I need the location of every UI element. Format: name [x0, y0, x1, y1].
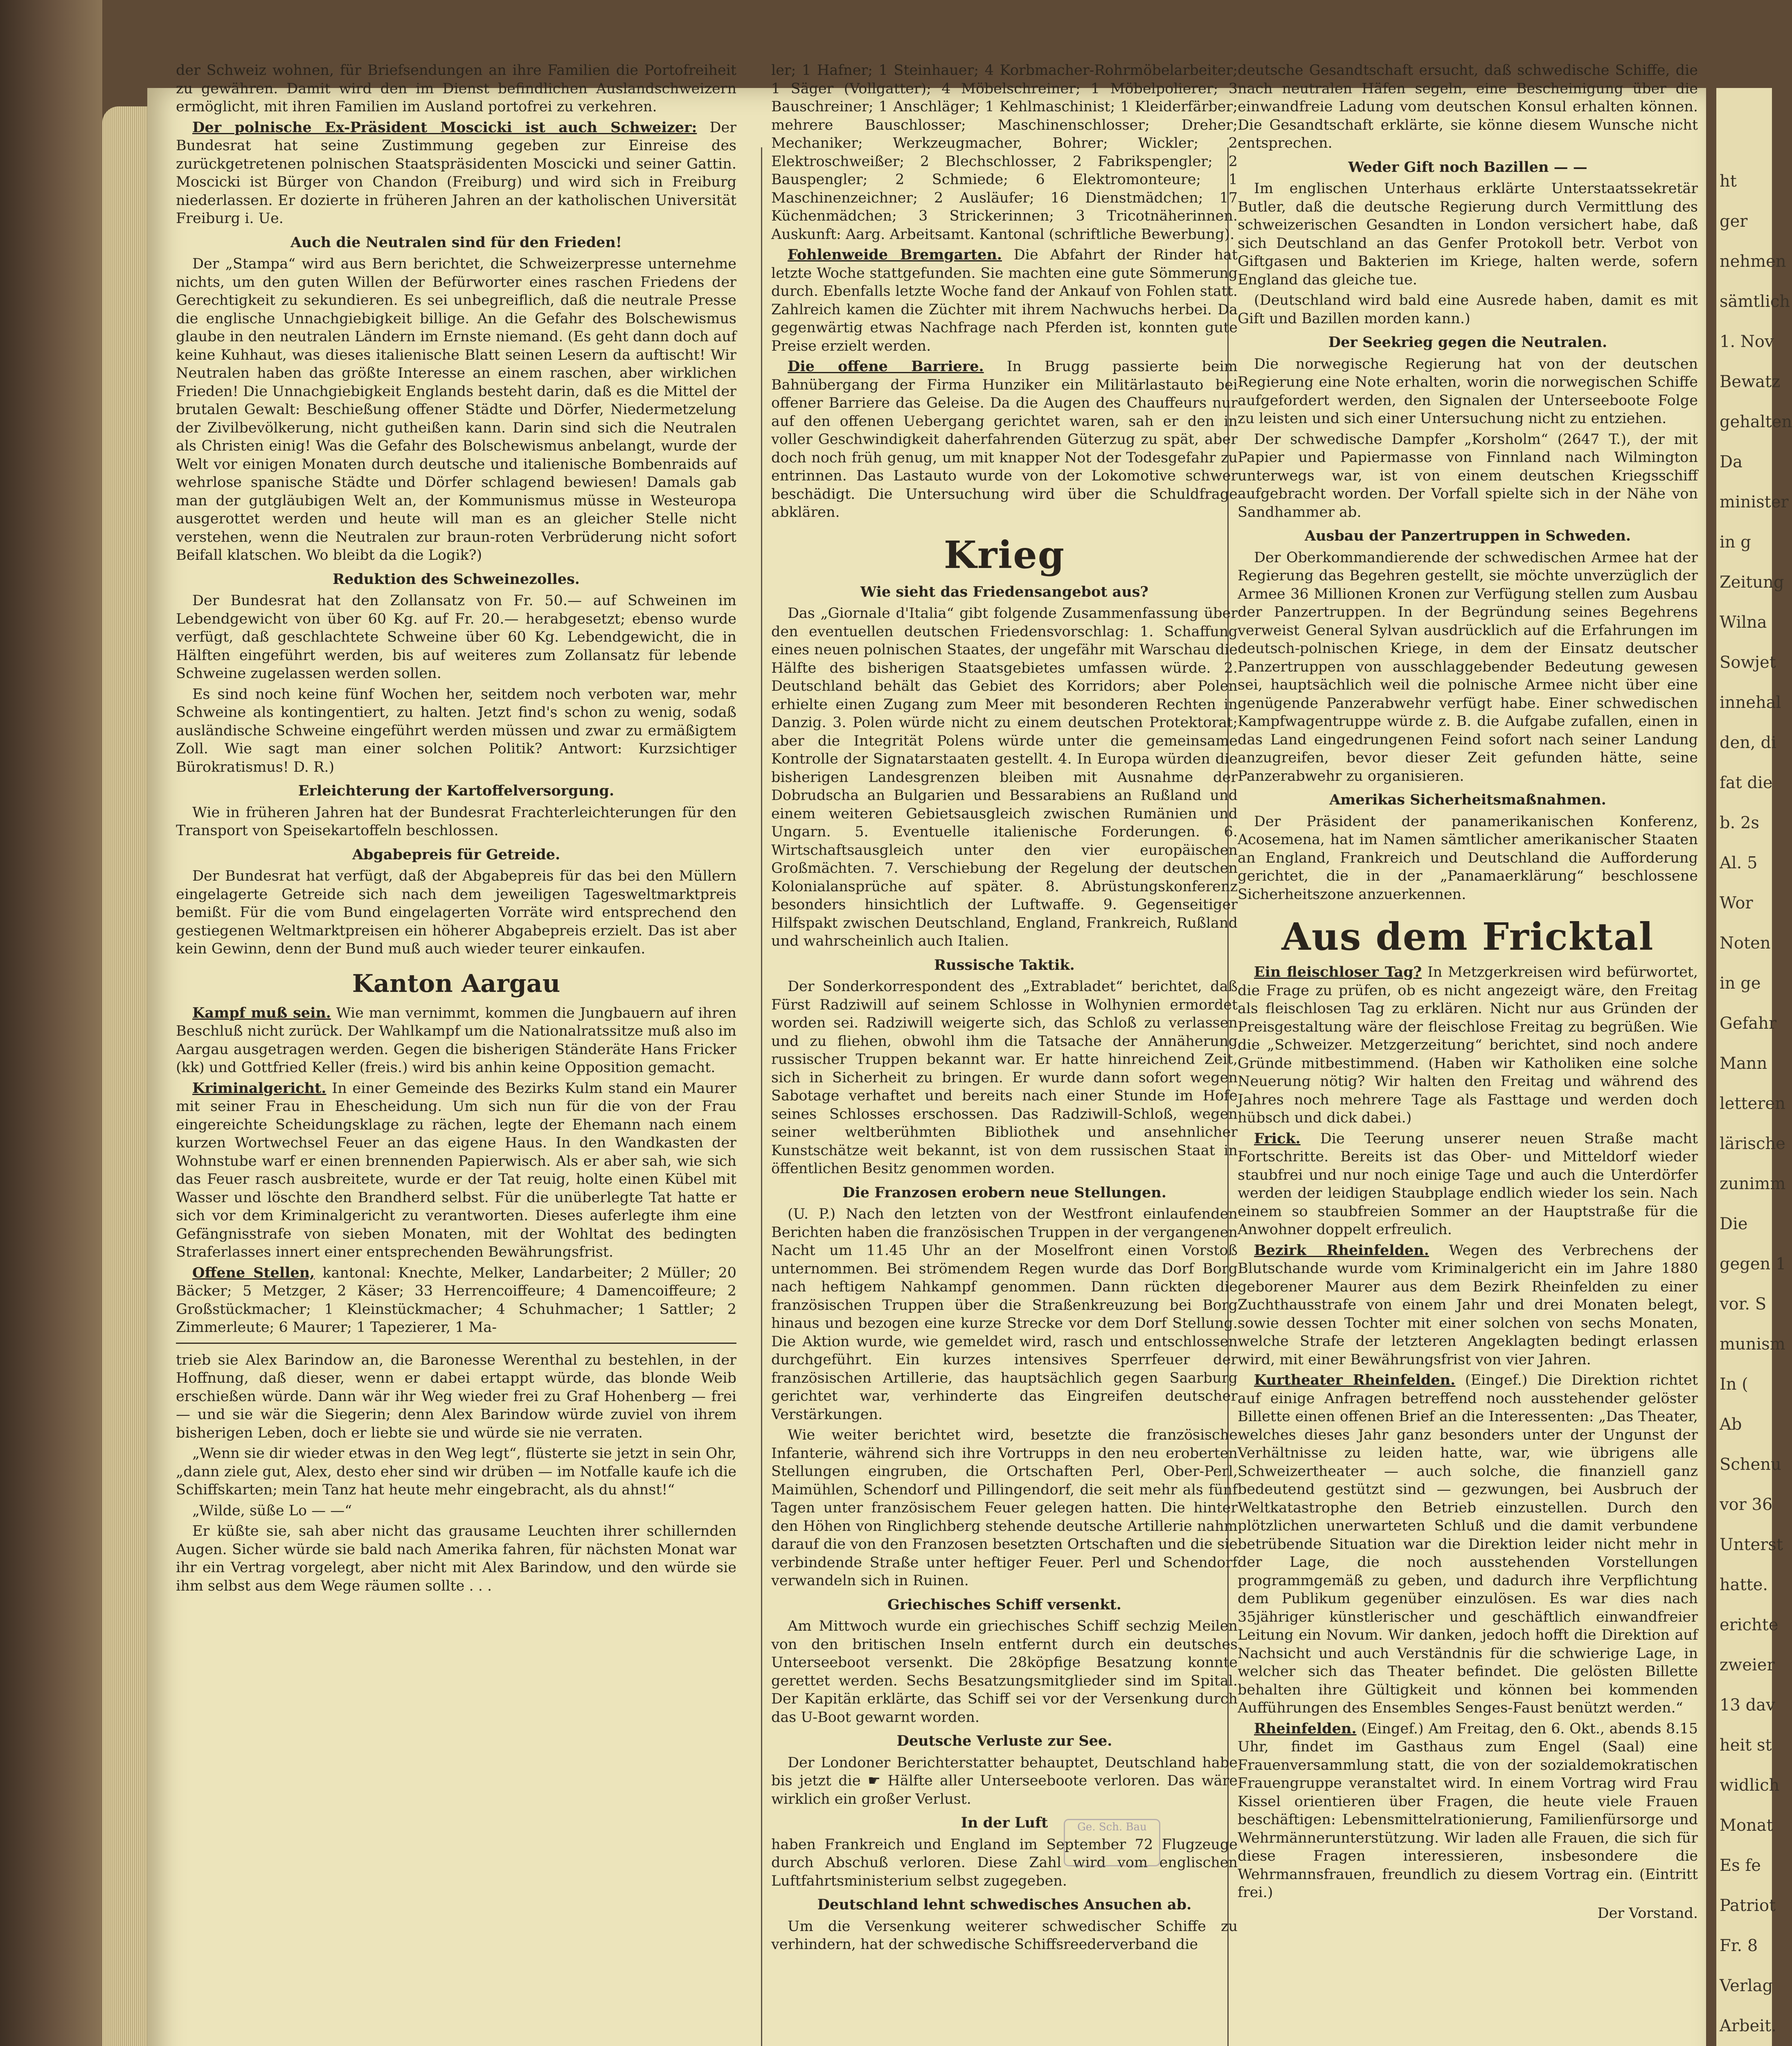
page-stack	[102, 106, 151, 2046]
next-page-fragment: den, di	[1720, 733, 1776, 752]
article-paragraph: Im englischen Unterhaus erklärte Unterstaatssekretär Butler, daß die deutsche Regierung durch Vermittlung des schweizerischen Gesandten in London versichert habe, daß sich Deutschland an das Genfer Protokoll betr. Verbot von Giftgasen und Bakterien im Kriege, halten werde, sofern England das gleiche tue.	[1238, 180, 1698, 288]
next-page-fragment: gegen 1	[1720, 1255, 1786, 1273]
article-paragraph	[176, 1264, 736, 1337]
book-binding-edge	[0, 0, 102, 2046]
article-text: Wie man vernimmt, kommen die Jungbauern auf ihren Beschluß nicht zurück. Der Wahlkampf um die Nationalratssitze muß also im Aargau ausgetragen werden. Gegen die bisherigen Ständeräte Hans Fricker (kk) und Gottfried Keller (freis.) wird bis anhin keine Opposition gemacht.	[176, 1005, 736, 1076]
next-page-fragment: Sowjet	[1720, 653, 1776, 672]
next-page-fragment: Patriot	[1720, 1896, 1776, 1915]
next-page-fragment: Da	[1720, 453, 1742, 471]
article-heading: Abgabepreis für Getreide.	[352, 846, 561, 863]
article-paragraph	[176, 1004, 736, 1077]
next-page-fragment: Bewatz	[1720, 372, 1781, 391]
next-page-edge	[1716, 88, 1792, 2046]
next-page-fragment: heit st	[1720, 1736, 1772, 1755]
next-page-fragment: Fr. 8	[1720, 1936, 1758, 1955]
article-keyword: Offene Stellen,	[192, 1264, 315, 1281]
article-paragraph: Das „Giornale d'Italia“ gibt folgende Zusammenfassung über den eventuellen deutschen Friedensvorschlag: 1. Schaffung eines neuen polnischen Staates, der ungefähr mit Warschau die Hälfte des bisherigen Staatsgebietes umfassen würde. 2. Deutschland behält das Gebiet des Korridors; aber Polen erhielte einen Zugang zum Meer mit besonderen Rechten in Danzig. 3. Polen würde nicht zu einem deutschen Protektorat; aber die Integrität Polens würde unter die gemeinsame Kontrolle der Signatarstaaten gestellt. 4. In Europa würden die bisherigen Landesgrenzen bleiben mit Ausnahme der Dobrudscha an Bulgarien und Bessarabiens an Rußland und einem weiteren Gebietsausgleich zwischen Rumänien und Ungarn. 5. Eventuelle italienische Forderungen. 6. Wirtschaftsausgleich unter den vier europäischen Großmächten. 7. Verschiebung der Regelung der deutschen Kolonialansprüche auf später. 8. Abrüstungskonferenz besonders hinsichtlich der Luftwaffe. 9. Gegenseitiger Hilfspakt zwischen Deutschland, England, Frankreich, Rußland und wahrscheinlich auch Italien.	[771, 605, 1238, 949]
next-page-fragment: vor 36	[1720, 1495, 1773, 1514]
article-heading: Auch die Neutralen sind für den Frieden!	[290, 234, 622, 251]
next-page-fragment: In (	[1720, 1375, 1748, 1394]
next-page-fragment: fat die	[1720, 773, 1773, 792]
next-page-fragment: in g	[1720, 533, 1751, 552]
article-paragraph	[176, 1079, 736, 1262]
article-paragraph: (Deutschland wird bald eine Ausrede haben, damit es mit Gift und Bazillen morden kann.)	[1238, 292, 1698, 327]
article-heading: Reduktion des Schweinezolles.	[332, 570, 580, 588]
article-text: (Eingef.) Am Freitag, den 6. Okt., abends 8.15 Uhr, findet im Gasthaus zum Engel (Saal) eine Frauenversammlung statt, die von der sozialdemokratischen Frauengruppe veranstaltet wird. In einem Vortrag wird Frau Kissel orientieren über Fragen, die heute viele Frauen beschäftigen: Lebensmittelrationierung, Familienfürsorge und Wehrmännerunterstützung. Wir laden alle Frauen, die sich für diese Fragen interessieren, insbesondere die Wehrmannsfrauen, freundlich zu diesem Vortrag ein. (Eintritt frei.)	[1238, 1720, 1698, 1901]
article-heading: Deutschland lehnt schwedisches Ansuchen ab.	[817, 1896, 1192, 1913]
article-paragraph: Wie weiter berichtet wird, besetzte die französische Infanterie, während sich ihre Vortrupps in den neu eroberten Stellungen eingruben, die Ortschaften Perl, Ober-Perl, Maimühlen, Schendorf und Pillingendorf, die seit mehr als fünf Tagen unter französischem Feuer gelegen hatten. Die hinter den Höhen von Ringlichberg stehende deutsche Artillerie nahm darauf die von den Franzosen besetzten Ortschaften und die sie verbindende Straße unter heftiger Feuer. Perl und Schendorf verwandeln sich in Ruinen.	[771, 1427, 1238, 1589]
next-page-fragment: gehalten	[1720, 412, 1792, 431]
article-text: Der Bundesrat hat seine Zustimmung gegeben zur Einreise des zurückgetretenen polnischen Staatspräsidenten Moscicki und seiner Gattin. Moscicki ist Bürger von Chandon (Freiburg) und wird sich in Freiburg niederlassen. Er dozierte in früheren Jahren an der katholischen Universität Freiburg i. Ue.	[176, 119, 736, 227]
column-2	[771, 61, 1238, 2046]
article-paragraph: Der Präsident der panamerikanischen Konferenz, Acosemena, hat im Namen sämtlicher amerikanischer Staaten an England, Frankreich und Deutschland die Aufforderung gerichtet, die in der „Panamaerklärung“ beschlossene Sicherheitszone anzuerkennen.	[1238, 813, 1698, 903]
article-paragraph	[1238, 963, 1698, 1127]
next-page-fragment: Die	[1720, 1215, 1748, 1233]
library-stamp: Ge. Sch. Bau	[1064, 1819, 1160, 1866]
article-paragraph: Die norwegische Regierung hat von der deutschen Regierung eine Note erhalten, worin die norwegischen Schiffe aufgefordert werden, den Signalen der Unterseeboote Folge zu leisten und sich einer Untersuchung nicht zu entziehen.	[1238, 356, 1698, 427]
next-page-fragment: 1. Nov	[1720, 332, 1774, 351]
next-page-fragment: Al. 5	[1720, 854, 1758, 872]
article-keyword: Ein fleischloser Tag?	[1254, 964, 1422, 980]
article-paragraph: der Schweiz wohnen, für Briefsendungen an ihre Familien die Portofreiheit zu gewähren. Damit wird den im Dienst befindlichen Auslandschweizern ermöglicht, mit ihren Familien im Ausland portofrei zu verkehren.	[176, 62, 736, 115]
next-page-fragment: nehmen	[1720, 252, 1786, 271]
next-page-fragment: Ab	[1720, 1415, 1742, 1434]
feuilleton-divider	[176, 1343, 736, 1344]
section-heading: Krieg	[943, 532, 1065, 577]
article-heading: Die Franzosen erobern neue Stellungen.	[842, 1184, 1166, 1201]
next-page-fragment: letteren	[1720, 1094, 1785, 1113]
next-page-fragment: Wor	[1720, 894, 1753, 913]
article-heading: In der Luft	[961, 1814, 1048, 1831]
article-keyword: Bezirk Rheinfelden.	[1254, 1242, 1429, 1259]
article-paragraph: Der schwedische Dampfer „Korsholm“ (2647 T.), der mit Papier und Papiermasse von Finnland nach Wilmington unterwegs war, ist von einem deutschen Kriegsschiff aufgebracht worden. Der Vorfall spielte sich in der Nähe von Sandhammer ab.	[1238, 431, 1698, 521]
next-page-fragment: zunimm	[1720, 1174, 1786, 1193]
next-page-fragment: Schenu	[1720, 1455, 1781, 1474]
article-paragraph: Es sind noch keine fünf Wochen her, seitdem noch verboten war, mehr Schweine als kontingentiert, zu halten. Jetzt find's schon zu wenig, sodaß ausländische Schweine eingeführt werden müssen und zwar zu ermäßigtem Zoll. Wie sagt man einer solchen Politik? Antwort: Kurzsichtiger Bürokratismus! D. R.)	[176, 686, 736, 775]
article-heading: Erleichterung der Kartoffelversorgung.	[298, 782, 615, 799]
next-page-fragment: zweier	[1720, 1656, 1775, 1674]
next-page-fragment: Es fe	[1720, 1856, 1761, 1875]
article-paragraph	[1238, 1130, 1698, 1239]
article-paragraph: Der „Stampa“ wird aus Bern berichtet, die Schweizerpresse unternehme nichts, um den guten Willen der Befürworter eines raschen Friedens der Gerechtigkeit zu sekundieren. Es sei unbegreiflich, daß die neutrale Presse die englische Unnachgiebigkeit billige. An die Gefahr des Bolschewismus glaube in den neutralen Ländern im Ernste niemand. (Es geht dann doch auf keine Kuhhaut, was dieses italienische Blatt seinen Lesern da auftischt! Wir Neutralen haben das größte Interesse an einem raschen, aber wirklichen Frieden! Die Unnachgiebigkeit Englands besteht darin, daß es die Mittel der brutalen Gewalt: Beschießung offener Städte und Dörfer, Niedermetzelung der Zivilbevölkerung, nicht gutheißen kann. Darin sind sich die Neutralen als Christen einig! Was die Gefahr des Bolschewismus anbelangt, wurde der Welt vor einigen Monaten durch deutsche und italienische Bombenraids auf wehrlose spanische Städte und Dörfer schlagend bewiesen! Damals gab man der gutgläubigen Welt an, der Kommunismus müsse in Westeuropa ausgerottet werden und heute will man es an gleicher Stelle nicht verstehen, wenn die Neutralen zur braun-roten Verbrüderung nicht sofort Beifall klatschen. Wo bleibt da die Logik?)	[176, 256, 736, 563]
next-page-fragment: Arbeit.	[1720, 2017, 1776, 2035]
article-heading: Ausbau der Panzertruppen in Schweden.	[1304, 527, 1631, 544]
article-keyword: Kriminalgericht.	[192, 1079, 326, 1097]
next-page-fragment: Mann	[1720, 1054, 1767, 1073]
article-paragraph: (U. P.) Nach den letzten von der Westfront einlaufenden Berichten haben die französischen Truppen in der vergangenen Nacht um 11.45 Uhr an der Moselfront einen Vorstoß unternommen. Bei strömendem Regen wurde das Dorf Borg nach heftigem Nahkampf genommen. Dann rückten die französischen Truppen über die Straßenkreuzung bei Borg hinaus und bezogen eine kurze Strecke vor dem Dorf Stellung. Die Aktion wurde, wie gemeldet wird, rasch und entschlossen durchgeführt. Ein kurzes intensives Sperrfeuer der französischen Artillerie, das hauptsächlich gegen Saarburg gerichtet war, verhinderte das Eingreifen deutscher Verstärkungen.	[771, 1206, 1238, 1423]
article-keyword: Kampf muß sein.	[192, 1004, 331, 1021]
article-text: kantonal: Knechte, Melker, Landarbeiter; 2 Müller; 20 Bäcker; 5 Metzger, 2 Käser; 33 Herrencoiffeure; 4 Damencoiffeure; 2 Großstückmacher; 1 Kleinstückmacher; 4 Schuhmacher; 1 Sattler; 2 Zimmerleute; 6 Maurer; 1 Tapezierer, 1 Ma-	[176, 1264, 736, 1336]
article-heading: Wie sieht das Friedensangebot aus?	[860, 583, 1149, 600]
article-paragraph	[176, 119, 736, 228]
next-page-fragment: vor. S	[1720, 1295, 1767, 1314]
article-paragraph	[1238, 1371, 1698, 1717]
next-page-fragment: lärische	[1720, 1134, 1785, 1153]
next-page-fragment: hatte.	[1720, 1575, 1768, 1594]
column-rule	[761, 147, 762, 2046]
article-paragraph: Am Mittwoch wurde ein griechisches Schiff sechzig Meilen von den britischen Inseln entfernt durch ein deutsches Unterseeboot versenkt. Die 28köpfige Besatzung konnte gerettet werden. Sechs Besatzungsmitglieder sind im Spital. Der Kapitän erklärte, das Schiff sei vor der Versenkung durch das U-Boot gewarnt worden.	[771, 1618, 1238, 1726]
signature: Der Vorstand.	[1597, 1905, 1698, 1922]
article-text: In Metzgerkreisen wird befürwortet, die Frage zu prüfen, ob es nicht angezeigt wäre, den Freitag als fleischlosen Tag zu erklären. Nicht nur aus Gründen der Preisgestaltung wäre der fleischlose Freitag zu begrüßen. Wie die „Schweizer. Metzgerzeitung“ berichtet, sind noch andere Gründe mitbestimmend. (Haben wir Katholiken eine solche Neuerung nötig? Wir halten den Freitag und während des Jahres noch mehrere Tage als Fasttage und werden doch hübsch und dick dabei.)	[1238, 964, 1698, 1126]
section-heading: Kanton Aargau	[352, 969, 561, 998]
article-keyword: Rheinfelden.	[1254, 1720, 1357, 1737]
article-text: Die Abfahrt der Rinder hat letzte Woche stattgefunden. Sie machten eine gute Sömmerung durch. Ebenfalls letzte Woche fand der Ankauf von Fohlen statt. Zahlreich kamen die Züchter mit ihrem Nachwuchs herbei. Da gegenwärtig etwas Nachfrage nach Pferden ist, konnten gute Preise erzielt werden.	[771, 247, 1238, 354]
article-heading: Russische Taktik.	[934, 956, 1075, 973]
column-3	[1238, 61, 1698, 2046]
next-page-fragment: Unterst	[1720, 1535, 1783, 1554]
next-page-fragment: widlich	[1720, 1776, 1780, 1795]
column-1	[176, 61, 736, 2046]
article-paragraph: Der Londoner Berichterstatter behauptet, Deutschland habe bis jetzt die ☛ Hälfte aller Unterseeboote verloren. Das wäre wirklich ein großer Verlust.	[771, 1754, 1238, 1807]
next-page-fragment: minister	[1720, 493, 1789, 512]
next-page-fragment: ht	[1720, 172, 1737, 191]
next-page-fragment: sämtlich	[1720, 292, 1790, 311]
article-paragraph: Der Bundesrat hat den Zollansatz von Fr. 50.— auf Schweinen im Lebendgewicht von über 60 Kg. auf Fr. 20.— herabgesetzt; ebenso wurde verfügt, daß geschlachtete Schweine über 60 Kg. Lebendgewicht, die in Hälften eingeführt werden, bis auf weiteres zum Zollansatz für lebende Schweine zugelassen werden sollen.	[176, 593, 736, 682]
next-page-fragment: ger	[1720, 212, 1748, 231]
article-keyword: Frick.	[1254, 1130, 1301, 1147]
article-paragraph: Um die Versenkung weiterer schwedischer Schiffe zu verhindern, hat der schwedische Schiffsreederverband die	[771, 1918, 1238, 1953]
section-heading: Aus dem Fricktal	[1281, 915, 1654, 959]
next-page-fragment: b. 2s	[1720, 813, 1760, 832]
article-paragraph: Der Sonderkorrespondent des „Extrabladet“ berichtet, daß Fürst Radziwill auf seinem Schlosse in Wolhynien ermordet worden sei. Radziwill weigerte sich, das Schloß zu verlassen und zu fliehen, obwohl ihm die Tatsache der Annäherung russischer Truppen bekannt war. Er hatte hinreichend Zeit, sich in Sicherheit zu bringen. Er wurde dann sofort wegen Sabotage verhaftet und bereits nach einer Stunde im Hofe seines Schlosses erschossen. Das Radziwill-Schloß, wegen seiner weltberühmten Bibliothek und ansehnlicher Kunstschätze weit bekannt, ist von dem russischen Staat in öffentlichen Besitz genommen worden.	[771, 978, 1238, 1177]
article-paragraph: ler; 1 Hafner; 1 Steinhauer; 4 Korbmacher-Rohrmöbelarbeiter; 1 Säger (Vollgatter); 4 Möbelschreiner; 1 Möbelpolierer; 3 Bauschreiner; 1 Anschläger; 1 Kehlmaschinist; 1 Kleiderfärber; mehrere Bauschlosser; Maschinenschlosser; Dreher; Mechaniker; Werkzeugmacher, Bohrer; Wickler; 2 Elektroschweißer; 2 Blechschlosser, 2 Fabrikspengler; 2 Bauspengler; 2 Schmiede; 6 Elektromonteure; 1 Maschinenzeichner; 2 Ausläufer; 16 Dienstmädchen; 17 Küchenmädchen; 3 Strickerinnen; 3 Tricotnäherinnen. Auskunft: Aarg. Arbeitsamt. Kantonal (schriftliche Bewerbung).	[771, 62, 1238, 243]
article-keyword: Der polnische Ex-Präsident Moscicki ist auch Schweizer:	[192, 119, 697, 136]
article-paragraph: Der Oberkommandierende der schwedischen Armee hat der Regierung das Begehren gestellt, sie möchte unverzüglich der Armee 36 Millionen Kronen zur Verfügung stellen zum Ausbau der Panzertruppen. In der Begründung seines Begehrens verweist General Sylvan ausdrücklich auf die Erfahrungen im deutsch-polnischen Kriege, in dem der Einsatz deutscher Panzertruppen von ausschlaggebender Bedeutung gewesen sei, hauptsächlich weil die polnische Armee nicht über eine genügende Panzerabwehr verfügt habe. Einer schwedischen Kampfwagentruppe würde z. B. die Aufgabe zufallen, einen in das Land eingedrungenen Feind sofort nach seiner Landung anzugreifen, bevor dieser Zeit gefunden hätte, seine Panzerabwehr zu organisieren.	[1238, 549, 1698, 784]
next-page-fragments	[1716, 88, 1792, 2046]
article-heading: Deutsche Verluste zur See.	[896, 1733, 1112, 1749]
feuilleton-paragraph: trieb sie Alex Barindow an, die Baronesse Werenthal zu bestehlen, in der Hoffnung, daß dieser, wenn er dabei ertappt würde, das blonde Weib erschießen würde. Dann wär ihr Weg wieder frei zu Graf Hohenberg — frei — und sie wär die Siegerin; denn Alex Barindow würde zuviel von ihrem bisherigen Leben, doch er liebte sie und würde sie nie verraten.	[176, 1352, 736, 1441]
next-page-fragment: in ge	[1720, 974, 1761, 993]
article-keyword: Fohlenweide Bremgarten.	[788, 246, 1002, 263]
feuilleton-paragraph: „Wenn sie dir wieder etwas in den Weg legt“, flüsterte sie jetzt in sein Ohr, „dann ziele gut, Alex, desto eher sind wir drüben — im Notfalle kaufe ich die Schiffskarten; mein Tanz hat heute mehr eingebracht, als du ahnst!“	[176, 1445, 736, 1498]
article-paragraph: Der Bundesrat hat verfügt, daß der Abgabepreis für das bei den Müllern eingelagerte Getreide sich nach dem jeweiligen Tagesweltmarktpreis bemißt. Für die vom Bund eingelagerten Vorräte wird entsprechend den gestiegenen Weltmarktpreisen ein höherer Abgabepreis erzielt. Das ist aber kein Gewinn, denn der Bund muß auch wieder teurer einkaufen.	[176, 868, 736, 957]
article-paragraph: Wie in früheren Jahren hat der Bundesrat Frachterleichterungen für den Transport von Speisekartoffeln beschlossen.	[176, 804, 736, 839]
article-keyword: Kurtheater Rheinfelden.	[1254, 1372, 1456, 1388]
article-text: Die Teerung unserer neuen Straße macht Fortschritte. Bereits ist das Ober- und Mitteldorf wieder staubfrei und nur noch einige Tage und auch die Unterdörfer werden der leidigen Staubplage endlich wieder los sein. Nach einem so staubfreien Sommer an der Hauptstraße für die Anwohner doppelt erfreulich.	[1238, 1130, 1698, 1238]
article-heading: Griechisches Schiff versenkt.	[887, 1596, 1121, 1613]
next-page-fragment: Verlag	[1720, 1976, 1773, 1995]
article-paragraph	[1238, 1242, 1698, 1369]
article-text: (Eingef.) Die Direktion richtet auf einige Anfragen betreffend noch ausstehender gelöster Billette einen offenen Brief an die Interessenten: „Das Theater, welches dieses Jahr ganz besonders unter der Ungunst der Verhältnisse zu leiden hatte, war, wie übrigens alle Schweizertheater — auch solche, die finanziell ganz bedeutend gestützt sind — gezwungen, bei Ausbruch der Weltkatastrophe den Betrieb einzustellen. Durch den plötzlichen unerwarteten Schluß und die damit verbundene betrübende Situation war die Direktion leider nicht mehr in der Lage, die noch ausstehenden Vorstellungen programmgemäß zu geben, und dadurch ihre Verpflichtung dem Publikum gegenüber einzulösen. Es war dies nach 35jähriger künstlerischer und geschäftlich einwandfreier Leitung ein Novum. Wir danken, jedoch hofft die Direktion auf Nachsicht und auch Verständnis für die schwierige Lage, in welcher sich das Theater befindet. Die gelösten Billette behalten ihre Gültigkeit und können bei kommenden Aufführungen des Ensembles Senges-Faust benützt werden.“	[1238, 1372, 1698, 1716]
next-page-fragment: munism	[1720, 1335, 1785, 1354]
article-paragraph	[1238, 1720, 1698, 1902]
article-text: In einer Gemeinde des Bezirks Kulm stand ein Maurer mit seiner Frau in Ehescheidung. Um sich nun für die von der Frau eingereichte Scheidungsklage zu rächen, legte der Ehemann nach einem kurzen Wortwechsel Feuer an das eigene Haus. In den Wandkasten der Wohnstube warf er einen brennenden Papierwisch. Als er aber sah, wie sich das Feuer rasch ausbreitete, wurde er der Tat reuig, holte einen Kübel mit Wasser und löschte den Brandherd selbst. Für die unüberlegte Tat hatte er sich vor dem Kriminalgericht zu verantworten. Dieses auferlegte ihm eine Gefängnisstrafe von sieben Monaten, mit der Wohltat des bedingten Straferlasses innert einer entsprechenden Bewährungsfrist.	[176, 1080, 736, 1260]
article-heading: Weder Gift noch Bazillen — —	[1348, 158, 1587, 176]
article-text: In Brugg passierte beim Bahnübergang der Firma Hunziker ein Militärlastauto bei offener Barriere das Geleise. Da die Augen des Chauffeurs nur auf den offenen Uebergang gerichtet waren, sah er den in voller Geschwindigkeit daherfahrenden Güterzug zu spät, aber doch noch früh genug, um mit knapper Not der Todesgefahr zu entrinnen. Das Lastauto wurde von der Lokomotive schwer beschädigt. Die Untersuchung wird über die Schuldfrage abklären.	[771, 358, 1238, 521]
next-page-fragment: erichte	[1720, 1616, 1778, 1634]
next-page-fragment: 13 dav	[1720, 1696, 1775, 1715]
article-heading: Amerikas Sicherheitsmaßnahmen.	[1329, 791, 1606, 808]
article-paragraph	[771, 358, 1238, 522]
next-page-fragment: innehal	[1720, 693, 1781, 712]
next-page-fragment: Gefahr	[1720, 1014, 1777, 1033]
article-paragraph: deutsche Gesandtschaft ersucht, daß schwedische Schiffe, die nach neutralen Häfen segeln, eine Bescheinigung über die einwandfreie Ladung vom deutschen Konsul erhalten können. Die Gesandtschaft erklärte, sie könne diesem Wunsche nicht entsprechen.	[1238, 62, 1698, 151]
next-page-fragment: Monat	[1720, 1816, 1773, 1835]
next-page-fragment: Zeitung	[1720, 573, 1784, 592]
article-heading: Der Seekrieg gegen die Neutralen.	[1328, 334, 1607, 351]
feuilleton-paragraph: „Wilde, süße Lo — —“	[192, 1502, 352, 1519]
article-paragraph	[771, 246, 1238, 355]
feuilleton-paragraph: Er küßte sie, sah aber nicht das grausame Leuchten ihrer schillernden Augen. Sicher würde sie bald nach Amerika fahren, für nächsten Monat war ihr ein Vertrag vorgelegt, aber nicht mit Alex Barindow, und den würde sie ihm selbst aus dem Wege räumen sollte . . .	[176, 1523, 736, 1594]
next-page-fragment: Noten	[1720, 934, 1771, 953]
article-paragraph: haben Frankreich und England im September 72 Flugzeuge durch Abschuß verloren. Diese Zahl wird vom englischen Luftfahrtsministerium selbst zugegeben.	[771, 1836, 1238, 1889]
next-page-fragment: Wilna	[1720, 613, 1767, 632]
article-keyword: Die offene Barriere.	[788, 358, 984, 375]
article-text: Wegen des Verbrechens der Blutschande wurde vom Kriminalgericht ein im Jahre 1880 geborener Maurer aus dem Bezirk Rheinfelden zu einer Zuchthausstrafe von einem Jahr und drei Monaten belegt, sowie dessen Tochter mit einer solchen von sechs Monaten, welche Strafe der letzteren Angeklagten bedingt erlassen wird, mit einer Bewährungsfrist von vier Jahren.	[1238, 1242, 1698, 1368]
